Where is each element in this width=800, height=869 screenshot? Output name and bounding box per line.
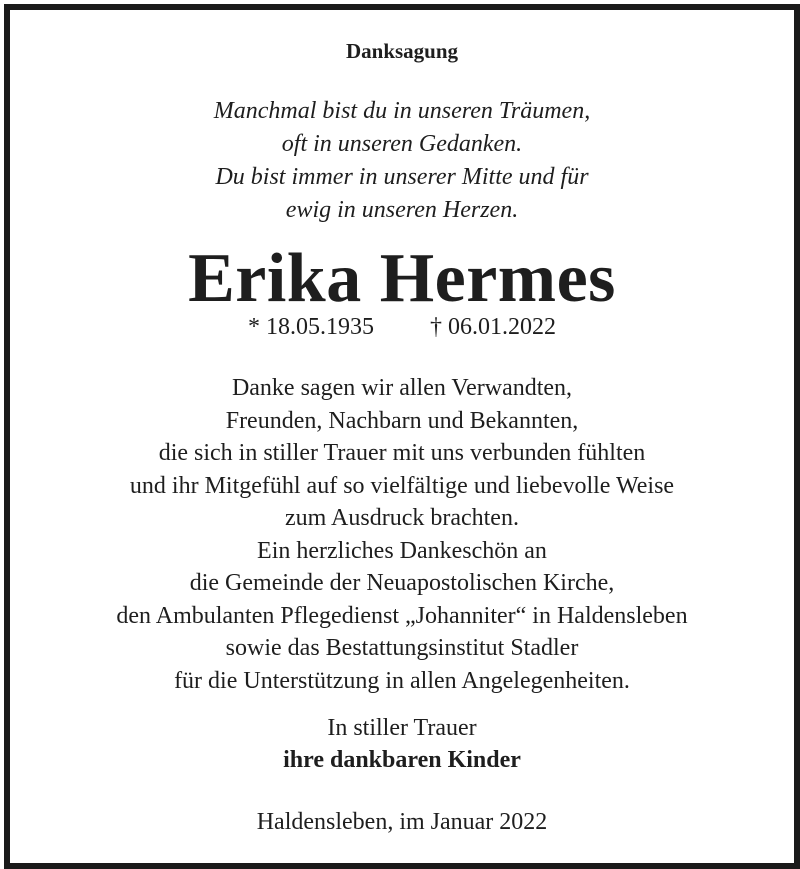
thanks-line: die sich in stiller Trauer mit uns verbunden fühlten [158, 440, 646, 466]
poem-line: ewig in unseren Herzen. [285, 197, 519, 223]
poem-line: oft in unseren Gedanken. [281, 131, 523, 157]
thanks-line: Ein herzliches Dankeschön an [257, 537, 547, 564]
signature: ihre dankbaren Kinder [283, 747, 521, 773]
deceased-name: Erika Hermes [188, 240, 616, 317]
poem-line: Du bist immer in unserer Mitte und für [215, 164, 589, 190]
poem-line: Manchmal bist du in unseren Träumen, [213, 98, 591, 124]
thanks-line: Danke sagen wir allen Verwandten, [231, 375, 573, 401]
thanks-line: zum Ausdruck brachten. [285, 505, 519, 531]
thanks-line: Freunden, Nachbarn und Bekannten, [225, 407, 579, 434]
birth-date: * 18.05.1935 [248, 314, 374, 340]
poem-block [10, 95, 794, 227]
closing-line: In stiller Trauer [327, 715, 477, 741]
notice-heading: Danksagung [345, 39, 459, 63]
place-date: Haldensleben, im Januar 2022 [256, 809, 548, 835]
life-dates [10, 312, 794, 342]
thanks-line: und ihr Mitgefühl auf so vielfältige und liebevolle Weise [129, 472, 675, 499]
thanks-line: die Gemeinde der Neuapostolischen Kirche, [189, 570, 615, 596]
thanks-text [10, 372, 794, 697]
notice-frame [4, 4, 800, 869]
death-date: † 06.01.2022 [430, 314, 556, 340]
thanks-line: für die Unterstützung in allen Angelegenheiten. [174, 667, 630, 694]
thanks-line: sowie das Bestattungsinstitut Stadler [225, 635, 579, 661]
thanks-line: den Ambulanten Pflegedienst „Johanniter“ in Haldensleben [116, 602, 688, 629]
